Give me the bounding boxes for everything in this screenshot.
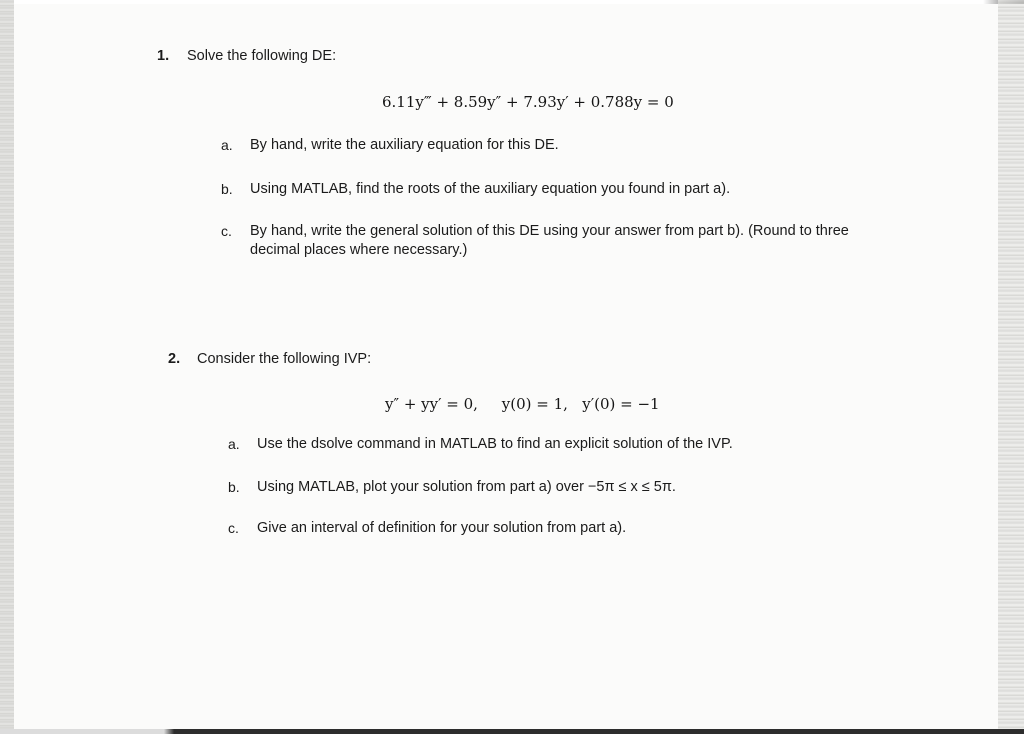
problem-1-part-a-text: By hand, write the auxiliary equation for this DE.	[250, 137, 559, 153]
problem-1-part-a-label: a.	[221, 137, 233, 153]
scan-edge-right	[998, 0, 1024, 734]
problem-1-number: 1.	[157, 48, 170, 64]
problem-1-part-b-text: Using MATLAB, find the roots of the auxiliary equation you found in part a).	[250, 181, 731, 197]
problem-1-equation: 6.11y‴ + 8.59y″ + 7.93y′ + 0.788y = 0	[382, 93, 674, 111]
scan-edge-top	[0, 0, 1024, 4]
scan-edge-bottom	[0, 729, 1024, 734]
problem-1-heading: Solve the following DE:	[187, 48, 337, 64]
problem-2-part-a-text: Use the dsolve command in MATLAB to find an explicit solution of the IVP.	[257, 436, 733, 452]
problem-2-heading: Consider the following IVP:	[197, 351, 372, 367]
problem-2-number: 2.	[168, 351, 181, 367]
problem-2-part-b-text: Using MATLAB, plot your solution from part a) over −5π ≤ x ≤ 5π.	[257, 479, 676, 495]
problem-1-part-b-label: b.	[221, 181, 233, 197]
problem-1-part-c-label: c.	[221, 223, 232, 239]
problem-1-part-c-text: By hand, write the general solution of this DE using your answer from part b). (Round to three decimal places where necessary.)	[250, 223, 849, 258]
problem-2-part-c-label: c.	[228, 520, 239, 536]
problem-2-part-b-label: b.	[228, 479, 240, 495]
problem-2-part-a-label: a.	[228, 436, 240, 452]
problem-2-part-c-text: Give an interval of definition for your solution from part a).	[257, 520, 627, 536]
problem-2-equation: y″ + yy′ = 0, y(0) = 1, y′(0) = −1	[385, 395, 660, 413]
scan-edge-left	[0, 0, 14, 734]
